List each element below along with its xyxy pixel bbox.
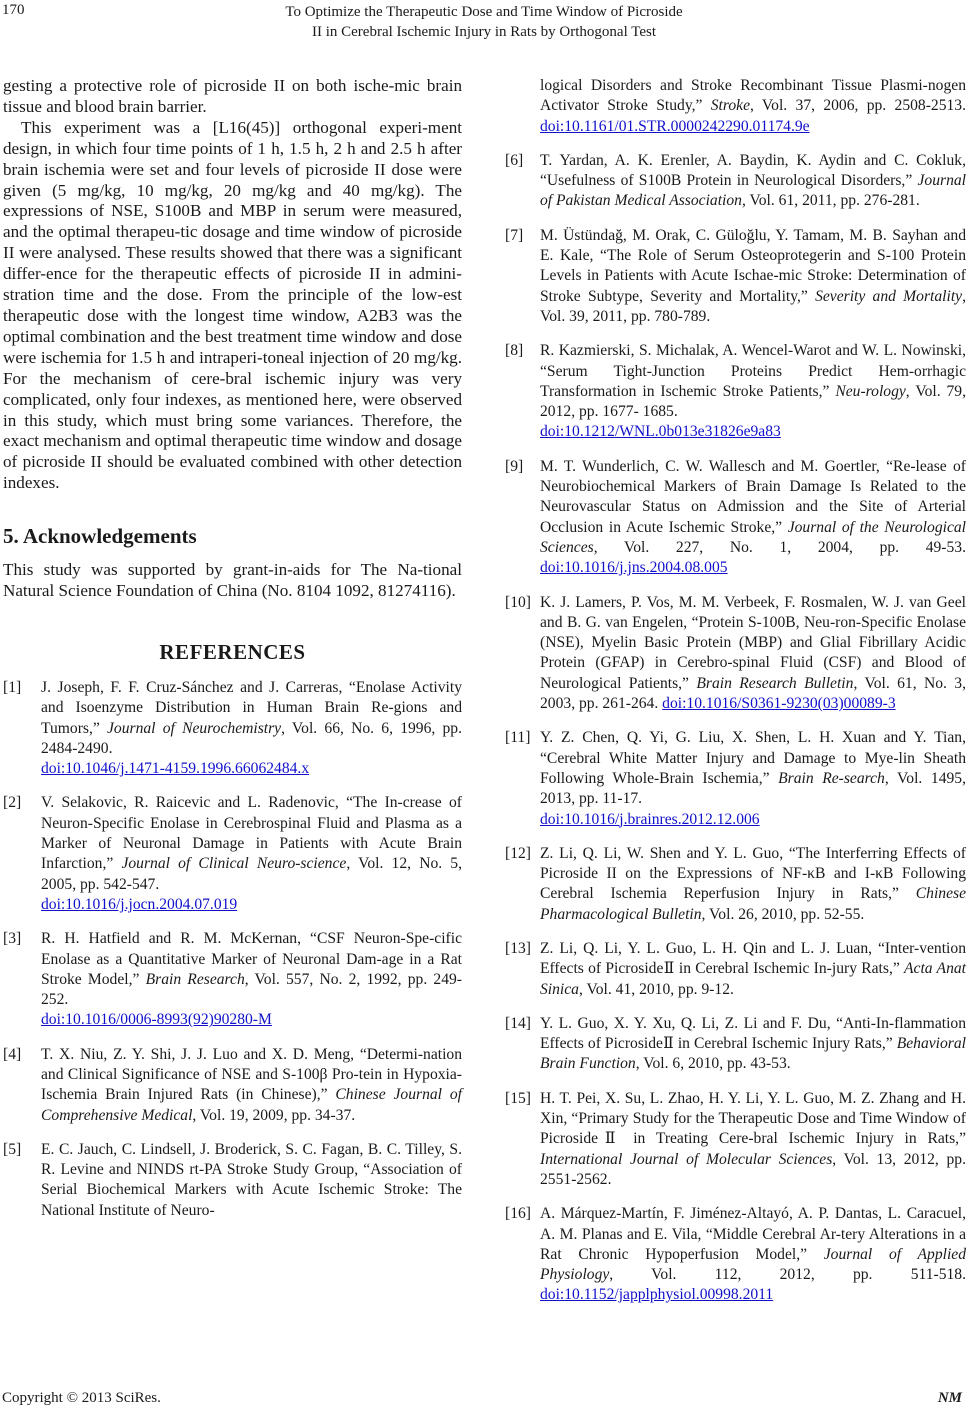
- reference-journal: Brain Re-search: [778, 769, 885, 787]
- reference-details: , Vol. 37, 2006, pp. 2508-2513.: [750, 97, 966, 115]
- reference-item: [3, 678, 462, 779]
- reference-number: [5]: [3, 1140, 22, 1158]
- reference-item: [3, 1140, 462, 1221]
- page-number: 170: [2, 2, 25, 18]
- reference-doi-link[interactable]: doi:10.1016/j.jns.2004.08.005: [540, 559, 728, 577]
- reference-text: T. Yardan, A. K. Erenler, A. Baydin, K. Aydin and C. Cokluk, “Usefulness of S100B Protein in Neurological Disorders,”: [540, 151, 966, 190]
- reference-journal: International Journal of Molecular Sciences: [540, 1150, 833, 1168]
- reference-text: Y. L. Guo, X. Y. Xu, Q. Li, Z. Li and F. Du, “Anti-In-flammation Effects of PicrosideⅡ in Cerebral Ischemic Injury Rats,”: [540, 1014, 966, 1053]
- reference-number: [8]: [505, 342, 524, 360]
- reference-text: Z. Li, Q. Li, Y. L. Guo, L. H. Qin and L. J. Luan, “Inter-vention Effects of PicrosideⅡ in Cerebral Ischemic In-jury Rats,”: [540, 939, 966, 978]
- reference-number: [10]: [505, 593, 531, 611]
- reference-journal: Neu-rology: [835, 382, 906, 400]
- reference-journal: Journal of Neurochemistry: [107, 719, 282, 737]
- reference-journal: Journal of the Neurological Sciences: [540, 518, 966, 556]
- reference-item: [505, 728, 966, 829]
- reference-text: Z. Li, Q. Li, W. Shen and Y. L. Guo, “The Interferring Effects of Picroside II on the Expressions of NF-κB and I-κB Following Cerebral Ischemia Reperfusion Injury in Rats,”: [540, 844, 966, 903]
- reference-item: [505, 226, 966, 327]
- reference-number: [2]: [3, 794, 22, 812]
- reference-number: [13]: [505, 939, 531, 957]
- reference-doi-link[interactable]: doi:10.1161/01.STR.0000242290.01174.9e: [540, 117, 810, 135]
- reference-item: [505, 1204, 966, 1305]
- reference-item-continued: [505, 76, 966, 137]
- reference-journal: Stroke: [710, 97, 750, 115]
- reference-item: [505, 939, 966, 1000]
- reference-number: [7]: [505, 226, 524, 244]
- body-paragraph-1: gesting a protective role of picroside II on both ische-mic brain tissue and blood brain barrier.: [3, 76, 462, 116]
- reference-number: [14]: [505, 1014, 531, 1032]
- reference-number: [9]: [505, 457, 524, 475]
- reference-journal: Journal of Pakistan Medical Association: [540, 172, 966, 210]
- reference-text: V. Selakovic, R. Raicevic and L. Radenovic, “The In-crease of Neuron-Specific Enolase in Cerebrospinal Fluid and Plasma as a Marker of Neuronal Damage in Patients with Acute Brain Infarction,”: [41, 794, 462, 873]
- reference-journal: Behavioral Brain Function: [540, 1035, 966, 1073]
- reference-doi-link[interactable]: doi:10.1016/0006-8993(92)90280-M: [41, 1011, 272, 1029]
- reference-list-left: [3, 678, 462, 1221]
- right-column: [505, 76, 966, 1320]
- left-column: [3, 76, 462, 1235]
- reference-details: , Vol. 61, No. 3, 2003, pp. 261-264.: [540, 674, 966, 713]
- reference-journal: Journal of Applied Physiology: [540, 1245, 966, 1284]
- body-paragraph-2: This experiment was a [L16(45)] orthogonal experi-ment design, in which four time points of 1 h, 1.5 h, 2 h and 2.5 h after brain ischemia were set and four levels of picroside II dose were given (5 mg/kg, 10 mg/kg, 20 mg/kg and 40 mg/kg). The expressions of NSE, S100B and MBP in serum were measured, and the optimal therapeu-tic dosage and time window of picroside II were analysed. These results showed that there was a significant differ-ence for the therapeutic effects of picroside II in admini-stration time and the dose. From the principle of the low-est therapeutic dose with the longest time window, A2B3 was the optimal combination and the best treatment time window and dose were ischemia for 1.5 h and intraperi-toneal injection of 20 mg/kg. For the mechanism of cere-bral ischemic injury was very complicated, only four indexes, as mentioned here, were observed in this study, which must bring some variances. Therefore, the exact mechanism and optimal therapeutic time window and dosage of picroside II should be evaluated combined with other detection indexes.: [3, 117, 462, 493]
- copyright-notice: Copyright © 2013 SciRes.: [2, 1390, 161, 1406]
- reference-details: , Vol. 79, 2012, pp. 1677- 1685.: [540, 382, 967, 421]
- reference-text: E. C. Jauch, C. Lindsell, J. Broderick, S. C. Fagan, B. C. Tilley, S. R. Levine and NINDS rt-PA Stroke Study Group, “Association of Serial Biochemical Markers with Acute Ischemic Stroke: The National Institute of Neuro-: [41, 1140, 462, 1219]
- reference-journal: Chinese Pharmacological Bulletin: [540, 885, 966, 923]
- reference-details: , Vol. 227, No. 1, 2004, pp. 49-53.: [593, 538, 966, 556]
- reference-doi-link[interactable]: doi:10.1046/j.1471-4159.1996.66062484.x: [41, 760, 310, 778]
- reference-details: , Vol. 66, No. 6, 1996, pp. 2484-2490.: [41, 719, 462, 757]
- reference-text: R. H. Hatfield and R. M. McKernan, “CSF Neuron-Spe-cific Enolase as a Quantitative Marker of Neuronal Dam-age in a Rat Stroke Model,”: [41, 930, 462, 988]
- running-header-line1: To Optimize the Therapeutic Dose and Time Window of Picroside: [285, 4, 683, 20]
- reference-item: [505, 341, 966, 442]
- reference-item: [505, 844, 966, 925]
- reference-number: [12]: [505, 844, 531, 862]
- reference-journal: Acta Anat Sinica: [540, 960, 966, 998]
- running-header: [0, 2, 968, 42]
- reference-doi-link[interactable]: doi:10.1016/S0361-9230(03)00089-3: [662, 695, 896, 713]
- running-header-line2: II in Cerebral Ischemic Injury in Rats by Orthogonal Test: [311, 24, 656, 40]
- acknowledgements-heading: 5. Acknowledgements: [3, 524, 197, 549]
- reference-item: [3, 1045, 462, 1126]
- reference-doi-link[interactable]: doi:10.1212/WNL.0b013e31826e9a83: [540, 423, 781, 441]
- reference-text: M. Üstündağ, M. Orak, C. Güloğlu, Y. Tamam, M. B. Sayhan and E. Kale, “The Role of Serum Osteoprotegerin and S-100 Protein Levels in Patients with Acute Ischae-mic Stroke: Determination of Stroke Subtype, Severity and Mortality,”: [540, 226, 966, 305]
- reference-number: [4]: [3, 1045, 22, 1063]
- reference-details: , Vol. 112, 2012, pp. 511-518.: [609, 1266, 966, 1284]
- references-heading: REFERENCES: [159, 639, 306, 664]
- reference-doi-link[interactable]: doi:10.1016/j.jocn.2004.07.019: [41, 895, 238, 913]
- reference-details: , Vol. 6, 2010, pp. 43-53.: [635, 1055, 791, 1073]
- reference-doi-link[interactable]: doi:10.1152/japplphysiol.00998.2011: [540, 1286, 774, 1304]
- reference-doi-link[interactable]: doi:10.1016/j.brainres.2012.12.006: [540, 810, 760, 828]
- reference-number: [3]: [3, 930, 22, 948]
- reference-text: logical Disorders and Stroke Recombinant Tissue Plasmi-nogen Activator Stroke Study,”: [540, 77, 966, 115]
- reference-journal: Brain Research Bulletin: [696, 674, 854, 692]
- reference-details: , Vol. 39, 2011, pp. 780-789.: [540, 287, 966, 325]
- reference-text: A. Márquez-Martín, F. Jiménez-Altayó, A. P. Dantas, L. Caracuel, A. M. Planas and E. Vila, “Middle Cerebral Ar-tery Alterations in a Rat Chronic Hypoperfusion Model,”: [540, 1205, 966, 1263]
- reference-item: [505, 457, 966, 579]
- reference-number: [16]: [505, 1205, 531, 1223]
- reference-item: [505, 1014, 966, 1075]
- reference-item: [3, 929, 462, 1030]
- reference-journal: Brain Research: [145, 970, 245, 988]
- reference-number: [15]: [505, 1089, 531, 1107]
- reference-text: H. T. Pei, X. Su, L. Zhao, H. Y. Li, Y. L. Guo, M. Z. Zhang and H. Xin, “Primary Study for the Therapeutic Dose and Time Window of PicrosideⅡ in Treating Cere-bral Ischemic Injury in Rats,”: [540, 1089, 966, 1148]
- reference-details: , Vol. 61, 2011, pp. 276-281.: [741, 192, 920, 210]
- reference-details: , Vol. 557, No. 2, 1992, pp. 249-252.: [41, 970, 462, 1009]
- reference-text: J. Joseph, F. F. Cruz-Sánchez and J. Carreras, “Enolase Activity and Isoenzyme Distribution in Human Brain Re-gions and Tumors,”: [41, 678, 462, 737]
- reference-details: , Vol. 13, 2012, pp. 2551-2562.: [540, 1150, 966, 1188]
- reference-journal: Chinese Journal of Comprehensive Medical: [41, 1086, 462, 1124]
- reference-number: [1]: [3, 678, 22, 696]
- reference-journal: Severity and Mortality: [815, 287, 963, 305]
- reference-item: [505, 1089, 966, 1190]
- reference-text: T. X. Niu, Z. Y. Shi, J. J. Luo and X. D. Meng, “Determi-nation and Clinical Significance of NSE and S-100β Pro-tein in Hypoxia-Ischemia Brain Injured Rats (in Chinese),”: [41, 1045, 462, 1104]
- reference-details: , Vol. 26, 2010, pp. 52-55.: [701, 905, 865, 923]
- reference-text: Y. Z. Chen, Q. Yi, G. Liu, X. Shen, L. H. Xuan and Y. Tian, “Cerebral White Matter Injury and Damage to Mye-lin Sheath Following Whole-Brain Ischemia,”: [540, 729, 966, 787]
- reference-details: , Vol. 41, 2010, pp. 9-12.: [578, 980, 734, 998]
- acknowledgements-text: This study was supported by grant-in-aids for The Na-tional Natural Science Foundation of China (No. 8104 1092, 81274116).: [3, 560, 462, 601]
- reference-item: [505, 593, 966, 715]
- reference-text: R. Kazmierski, S. Michalak, A. Wencel-Warot and W. L. Nowinski, “Serum Tight-Junction Proteins Predict Hem-orrhagic Transformation in Ischemic Stroke Patients,”: [540, 342, 966, 400]
- reference-text: M. T. Wunderlich, C. W. Wallesch and M. Goertler, “Re-lease of Neurobiochemical Markers of Brain Damage Is Related to the Neurovascular Status on Admission and the Site of Arterial Occlusion in Acute Ischemic Stroke,”: [540, 457, 966, 536]
- journal-abbreviation: NM: [937, 1390, 962, 1406]
- reference-list-right: [505, 76, 966, 1306]
- reference-text: K. J. Lamers, P. Vos, M. M. Verbeek, F. Rosmalen, W. J. van Geel and B. G. van Engelen, “Protein S-100B, Neu-ron-Specific Enolase (NSE), Myelin Basic Protein (MBP) and Glial Fibrillary Acidic Protein (GFAP) in Cerebro-spinal Fluid (CSF) and Blood of Neurological Patients,”: [540, 593, 966, 692]
- reference-details: , Vol. 19, 2009, pp. 34-37.: [192, 1106, 356, 1124]
- reference-journal: Journal of Clinical Neuro-science: [121, 855, 347, 873]
- reference-item: [3, 793, 462, 915]
- reference-item: [505, 151, 966, 212]
- reference-details: , Vol. 12, No. 5, 2005, pp. 542-547.: [41, 855, 463, 893]
- reference-number: [6]: [505, 151, 524, 169]
- reference-details: , Vol. 1495, 2013, pp. 11-17.: [540, 769, 966, 808]
- reference-number: [11]: [505, 729, 531, 747]
